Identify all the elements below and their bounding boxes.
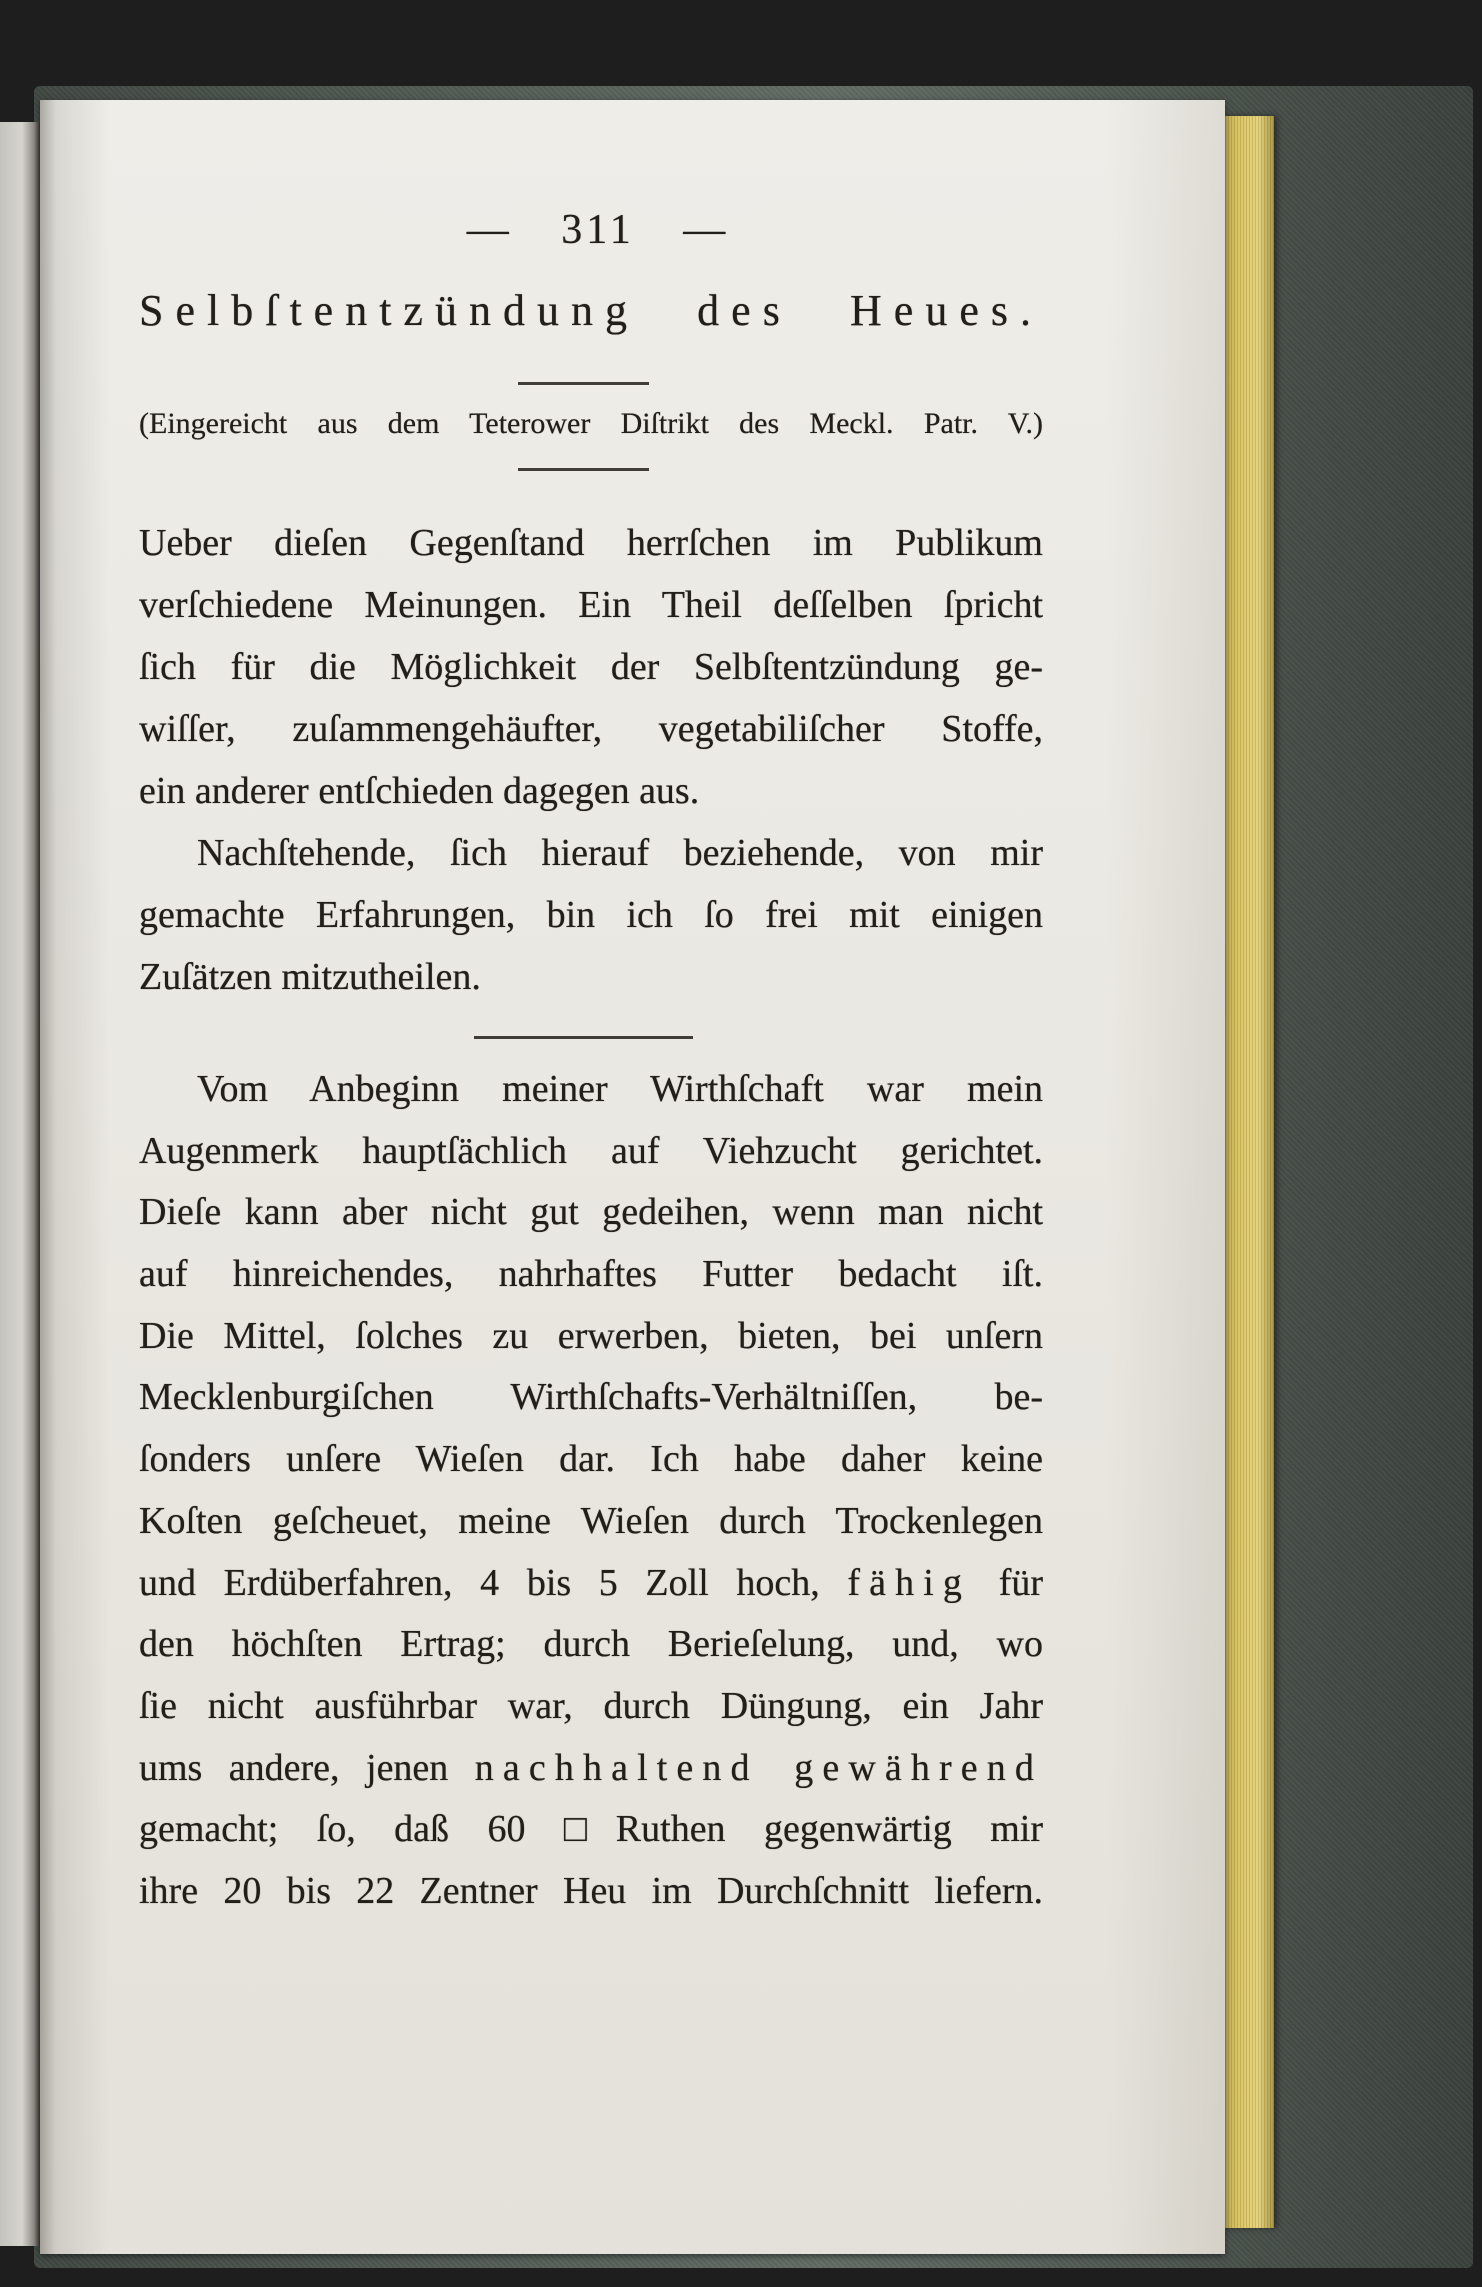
text-block: [139, 1059, 1043, 1923]
page-number: — 311 —: [466, 207, 730, 253]
section-divider: [474, 1036, 693, 1039]
text-line: [139, 1553, 1043, 1615]
book-page: [40, 100, 1225, 2254]
emphasized-text: nachhaltend gewährend: [474, 1746, 1043, 1789]
text-line: Nachſtehende, ſich hierauf beziehende, von mir: [197, 832, 1043, 874]
text-line: ſonders unſere Wieſen dar. Ich habe daher keine: [139, 1438, 1043, 1481]
text-line: Die Mittel, ſolches zu erwerben, bieten, bei unſern: [139, 1314, 1043, 1357]
text-run: für: [971, 1561, 1043, 1604]
text-line: gemachte Erfahrungen, bin ich ſo frei mit einigen: [139, 894, 1043, 936]
text-line: Mecklenburgiſchen Wirthſchafts-Verhältniſſen, be-: [139, 1376, 1043, 1419]
text-run: und Erdüberfahren, 4 bis 5 Zoll hoch,: [139, 1561, 848, 1604]
text-line: ein anderer entſchieden dagegen aus.: [139, 770, 700, 812]
article-subtitle: (Eingereicht aus dem Teterower Diſtrikt des Meckl. Patr. V.): [139, 407, 1043, 440]
paragraph: [139, 1059, 1043, 1923]
text-block: [139, 512, 1043, 1008]
paragraph: [139, 512, 1043, 822]
text-line: ſie nicht ausführbar war, durch Düngung, ein Jahr: [139, 1684, 1043, 1727]
facing-page-edge: [0, 122, 40, 2246]
text-line: ſich für die Möglichkeit der Selbſtentzündung ge-: [139, 646, 1043, 688]
page-edges: [1222, 116, 1274, 2228]
text-line: Augenmerk hauptſächlich auf Viehzucht gerichtet.: [139, 1129, 1043, 1172]
emphasized-text: fähig: [847, 1561, 972, 1604]
text-line: [139, 1738, 1043, 1800]
text-line: Koſten geſcheuet, meine Wieſen durch Trockenlegen: [139, 1499, 1043, 1542]
text-line: Zuſätzen mitzutheilen.: [139, 956, 481, 998]
text-line: Ueber dieſen Gegenſtand herrſchen im Publikum: [139, 522, 1043, 564]
text-line: auf hinreichendes, nahrhaftes Futter bedacht iſt.: [139, 1253, 1043, 1296]
text-run: ums andere, jenen: [139, 1746, 475, 1789]
subtitle-divider: [518, 468, 649, 471]
text-line: verſchiedene Meinungen. Ein Theil deſſelben ſpricht: [139, 584, 1043, 626]
text-line: den höchſten Ertrag; durch Berieſelung, und, wo: [139, 1623, 1043, 1666]
text-line: ihre 20 bis 22 Zentner Heu im Durchſchnitt liefern.: [139, 1869, 1043, 1912]
text-line: Dieſe kann aber nicht gut gedeihen, wenn man nicht: [139, 1191, 1043, 1234]
text-line: wiſſer, zuſammengehäufter, vegetabiliſcher Stoffe,: [139, 708, 1043, 750]
title-divider: [518, 382, 649, 385]
text-line: Vom Anbeginn meiner Wirthſchaft war mein: [197, 1068, 1043, 1110]
article-title: Selbſtentzündung des Heues.: [139, 286, 1043, 335]
paragraph: [139, 822, 1043, 1008]
text-line: gemacht; ſo, daß 60 □Ruthen gegenwärtig mir: [139, 1808, 1043, 1851]
